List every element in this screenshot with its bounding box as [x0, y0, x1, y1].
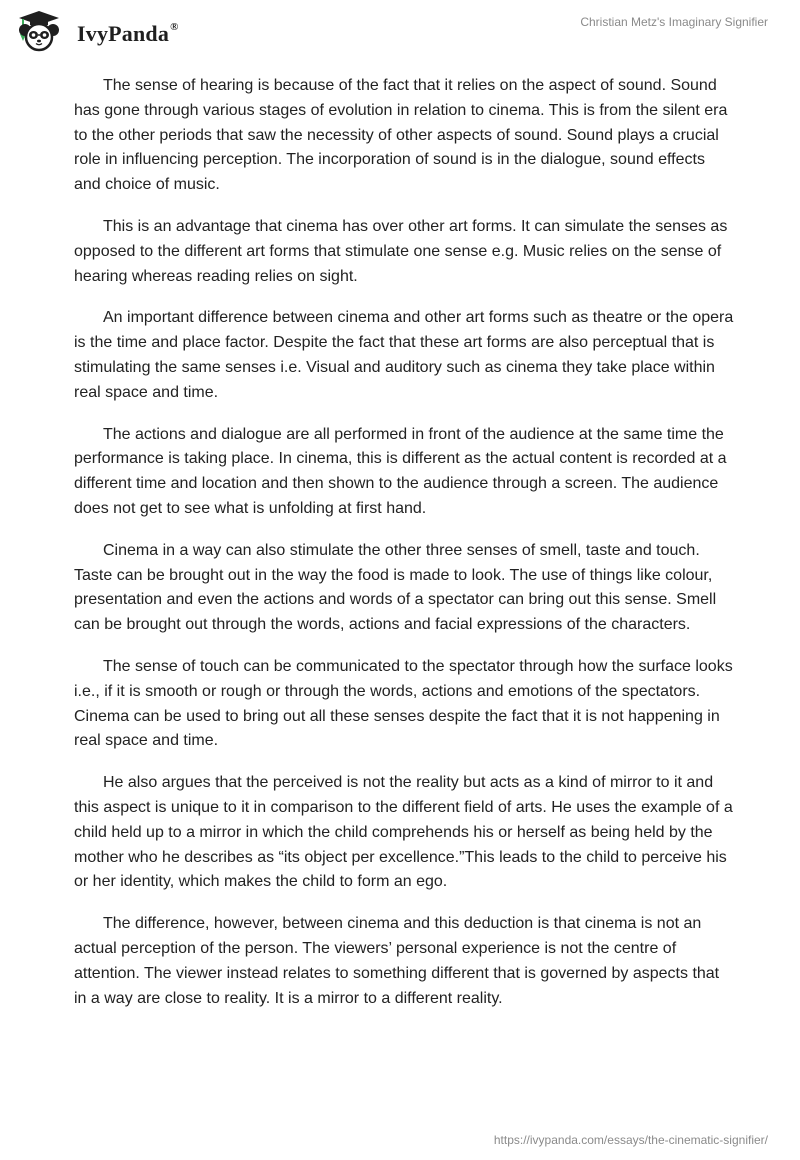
- essay-body: [74, 74, 734, 1028]
- paragraph: The sense of touch can be communicated to the spectator through how the surface looks i.e., if it is smooth or rough or through the words, actions and emotions of the spectators. Cinema can be used to bring out all these senses despite the fact that it is not happening in real space and time.: [74, 657, 733, 750]
- brand-name[interactable]: IvyPanda®: [77, 20, 179, 46]
- page-header: [0, 0, 800, 60]
- paragraph: The actions and dialogue are all performed in front of the audience at the same time the performance is taking place. In cinema, this is different as the actual content is recorded at a different time and location and then shown to the audience through a screen. The audience does not get to see what is unfolding at first hand.: [74, 425, 727, 517]
- paragraph: An important difference between cinema and other art forms such as theatre or the opera is the time and place factor. Despite the fact that these art forms are also perceptual that is stimulating the same senses i.e. Visual and auditory such as cinema they take place within real space and time.: [74, 309, 734, 401]
- panda-graduate-logo-icon[interactable]: [15, 8, 63, 52]
- document-title: Christian Metz's Imaginary Signifier: [580, 15, 768, 29]
- paragraph: The sense of hearing is because of the fact that it relies on the aspect of sound. Sound has gone through various stages of evolution in relation to cinema. This is from the silent era to the other periods that saw the necessity of other aspects of sound. Sound plays a crucial role in influencing perception. The incorporation of sound is in the dialogue, sound effects and choice of music.: [74, 77, 728, 194]
- paragraph: The difference, however, between cinema and this deduction is that cinema is not an actual perception of the person. The viewers’ personal experience is not the centre of attention. The viewer instead relates to something different that is governed by aspects that in a way are close to reality. It is a mirror to a different reality.: [74, 915, 720, 1007]
- paragraph: Cinema in a way can also stimulate the other three senses of smell, taste and touch. Taste can be brought out in the way the food is made to look. The use of things like colour, presentation and even the actions and words of a spectator can bring out this sense. Smell can be brought out through the words, actions and facial expressions of the characters.: [74, 541, 717, 634]
- source-url[interactable]: https://ivypanda.com/essays/the-cinematic-signifier/: [493, 1133, 768, 1147]
- registered-mark: ®: [170, 20, 179, 33]
- paragraph: He also argues that the perceived is not the reality but acts as a kind of mirror to it and this aspect is unique to it in comparison to the different field of arts. He uses the example of a child held up to a mirror in which the child comprehends his or herself as being held by the mother who he describes as “its object per excellence.”This leads to the child to perceive his or her identity, which makes the child to form an ego.: [74, 774, 733, 891]
- paragraph: This is an advantage that cinema has over other art forms. It can simulate the senses as opposed to the different art forms that stimulate one sense e.g. Music relies on the sense of hearing whereas reading relies on sight.: [74, 217, 728, 285]
